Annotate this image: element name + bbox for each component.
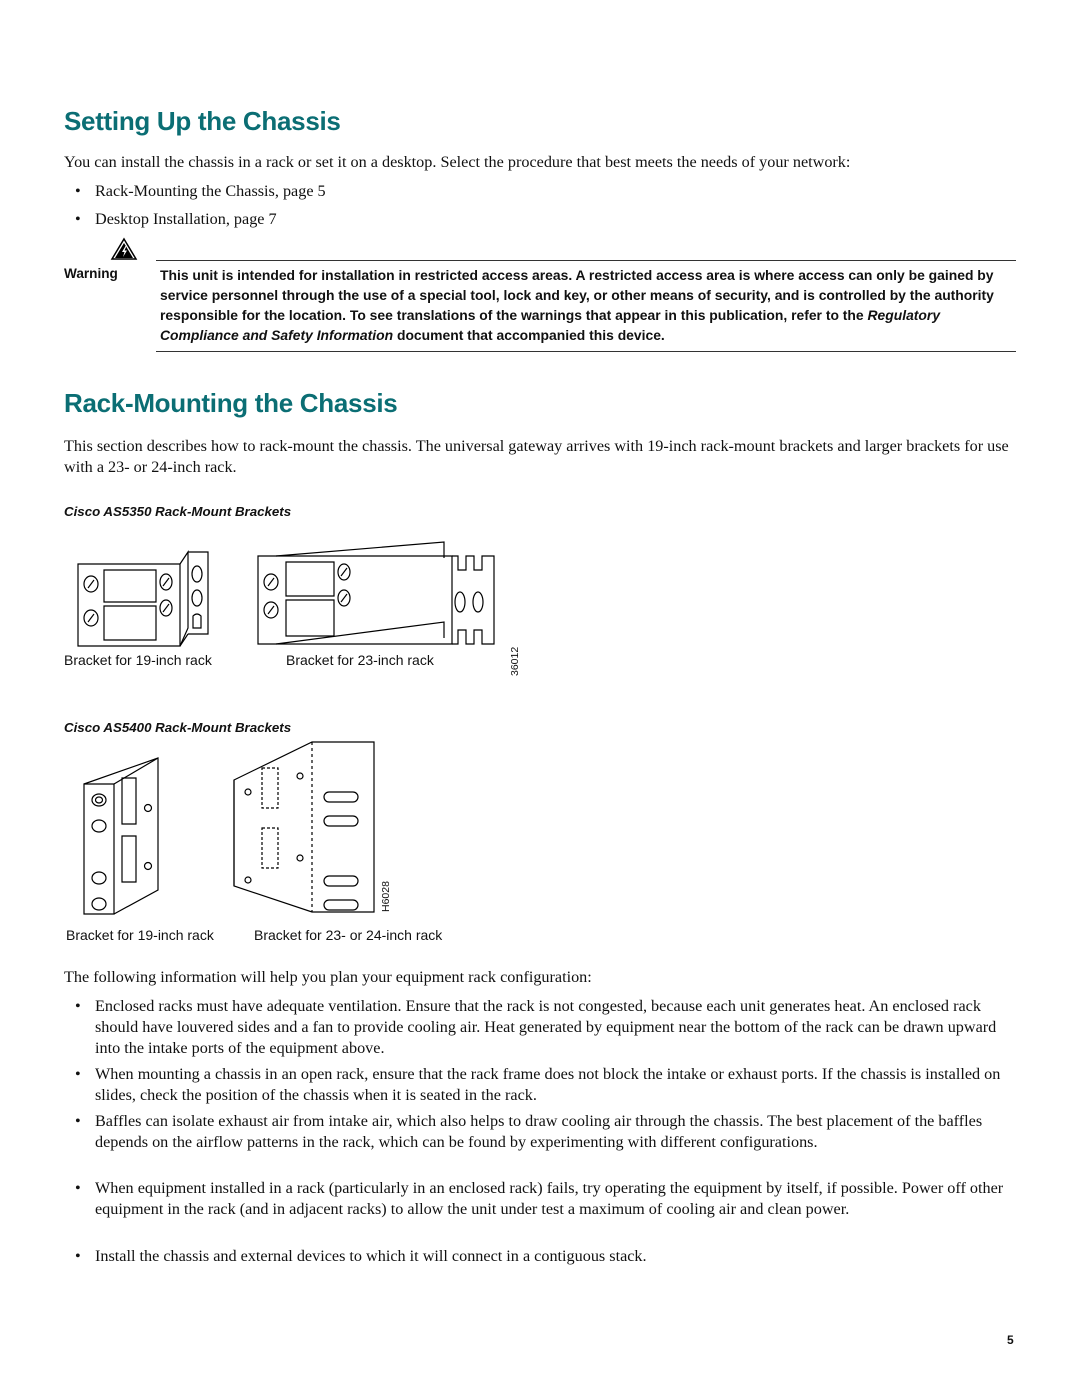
link-rack-mounting[interactable]: Rack-Mounting the Chassis, page 5 — [95, 182, 326, 200]
warning-label: Warning — [64, 266, 118, 281]
list-item-text: Install the chassis and external devices to which it will connect in a contiguous stack. — [95, 1247, 647, 1265]
bullet: • — [75, 1065, 81, 1083]
section-intro: This section describes how to rack-mount the chassis. The universal gateway arrives with 19-inch rack-mount brackets and larger brackets for use with a 23- or 24-inch rack. — [64, 437, 1009, 476]
list-item-text: Enclosed racks must have adequate ventilation. Ensure that the rack is not congested, because each unit generates heat. An enclosed rack should have louvered sides and a fan to provide cooling air. Heat generated by equipment near the bottom of the rack can be drawn upward into the intake ports of the equipment above. — [95, 997, 997, 1057]
list-item-text: When equipment installed in a rack (particularly in an enclosed rack) fails, try operating the equipment by itself, if possible. Power off other equipment in the rack (and in adjacent racks) to allow the unit under test a maximum of cooling air and clean power. — [95, 1179, 1004, 1218]
bullet: • — [75, 210, 81, 228]
figure-label-right: Bracket for 23-inch rack — [286, 652, 434, 668]
list-item-text: When mounting a chassis in an open rack, ensure that the rack frame does not block the intake or exhaust ports. If the chassis is installed on slides, check the position of the chassis when it is seated in the rack. — [95, 1065, 1001, 1104]
figure-caption: Cisco AS5400 Rack-Mount Brackets — [64, 720, 292, 735]
bullet: • — [75, 182, 81, 200]
bullet: • — [75, 1179, 81, 1197]
warning-top-rule — [156, 260, 1016, 261]
warning-triangle-icon — [111, 238, 137, 260]
warning-bottom-rule — [156, 351, 1016, 352]
figure-caption: Cisco AS5350 Rack-Mount Brackets — [64, 504, 292, 519]
page-number: 5 — [1007, 1333, 1014, 1347]
figure-id: 36012 — [509, 646, 521, 676]
section-title-rack-mounting: Rack-Mounting the Chassis — [64, 388, 398, 418]
bracket-23-inch-illustration — [256, 542, 500, 650]
bullet: • — [75, 1247, 81, 1265]
bullet: • — [75, 997, 81, 1015]
section-intro: You can install the chassis in a rack or set it on a desktop. Select the procedure that best meets the needs of your network: — [64, 153, 851, 171]
link-desktop-installation[interactable]: Desktop Installation, page 7 — [95, 210, 277, 228]
rack-info-intro: The following information will help you plan your equipment rack configuration: — [64, 968, 592, 986]
warning-text: This unit is intended for installation in restricted access areas. A restricted access area is where access can only be gained by service personnel through the use of a special tool, lock and key, or other means of security, and is controlled by the authority responsible for the location. To see translations of the warnings that appear in this publication, refer to the Regulatory Compliance and Safety Information document that accompanied this device. — [160, 267, 994, 343]
bracket-19-inch-illustration — [76, 546, 216, 652]
figure-label-left: Bracket for 19-inch rack — [64, 652, 212, 668]
section-title-setting-up: Setting Up the Chassis — [64, 106, 341, 136]
list-item-text: Baffles can isolate exhaust air from intake air, which also helps to draw cooling air through the chassis. The best placement of the baffles depends on the airflow patterns in the rack, which can be found by experimenting with different configurations. — [95, 1112, 983, 1151]
figure-id: H6028 — [380, 881, 392, 912]
figure-label-right: Bracket for 23- or 24-inch rack — [254, 927, 443, 943]
bracket-19-inch-as5400-illustration — [82, 756, 164, 918]
bracket-23-24-inch-illustration — [232, 740, 378, 916]
bullet: • — [75, 1112, 81, 1130]
figure-label-left: Bracket for 19-inch rack — [66, 927, 214, 943]
